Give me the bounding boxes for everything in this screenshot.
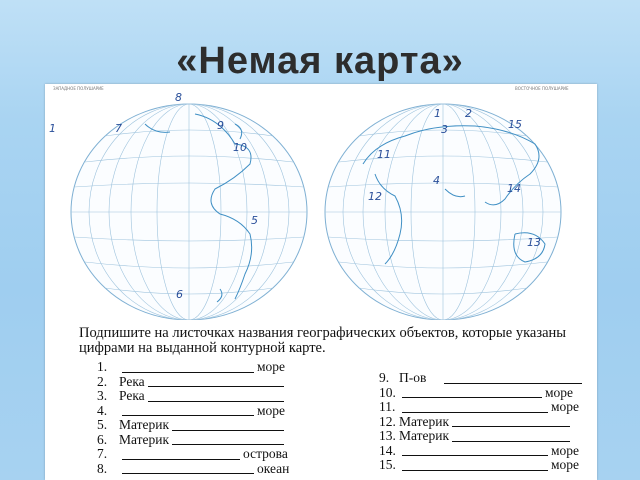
- task-15: [379, 458, 589, 473]
- answer-blank[interactable]: [122, 448, 240, 460]
- task-lead: Материк: [399, 428, 450, 443]
- task-number: 9.: [379, 370, 390, 385]
- task-lead: Река: [119, 373, 145, 389]
- task-3: [97, 389, 327, 404]
- answer-blank[interactable]: [402, 386, 542, 398]
- task-number: 5.: [97, 417, 108, 432]
- task-number: 14.: [379, 442, 396, 458]
- answer-blank[interactable]: [402, 401, 548, 413]
- marker-9: 9: [217, 119, 224, 132]
- marker-5: 5: [251, 214, 258, 227]
- task-1: [97, 360, 327, 375]
- task-tail: океан: [257, 460, 290, 476]
- map-header-left: ЗАПАДНОЕ ПОЛУШАРИЕ: [53, 86, 104, 91]
- task-number: 8.: [97, 460, 108, 476]
- marker-15: 15: [508, 118, 522, 131]
- marker-8: 8: [175, 91, 182, 104]
- marker-1a: 1: [49, 122, 56, 135]
- task-9: [379, 371, 589, 386]
- contour-map: [45, 84, 597, 320]
- answer-blank[interactable]: [122, 404, 254, 416]
- marker-3: 3: [441, 123, 448, 136]
- task-tail: море: [551, 457, 580, 472]
- task-number: 4.: [97, 402, 108, 418]
- marker-13: 13: [527, 236, 541, 249]
- answer-blank[interactable]: [172, 419, 284, 431]
- task-tail: море: [551, 399, 580, 414]
- western-hemisphere: [71, 104, 307, 320]
- task-12: [379, 415, 589, 430]
- marker-7: 7: [115, 122, 122, 135]
- eastern-hemisphere: [325, 104, 561, 320]
- task-number: 6.: [97, 431, 108, 447]
- task-number: 12.: [379, 413, 396, 429]
- task-2: [97, 375, 327, 390]
- task-5: [97, 418, 327, 433]
- marker-4: 4: [433, 174, 440, 187]
- task-13: [379, 429, 589, 444]
- task-tail: острова: [243, 446, 288, 461]
- slide-title: «Немая карта»: [176, 40, 464, 82]
- task-lead: Материк: [399, 413, 450, 429]
- task-number: 1.: [97, 359, 108, 374]
- marker-14: 14: [507, 182, 521, 195]
- task-14: [379, 444, 589, 459]
- answer-blank[interactable]: [452, 430, 570, 442]
- answer-blank[interactable]: [452, 415, 570, 427]
- answer-blank[interactable]: [172, 433, 284, 445]
- task-lead: П-ов: [399, 370, 427, 385]
- answer-blank[interactable]: [402, 444, 548, 456]
- task-number: 15.: [379, 457, 396, 472]
- task-7: [97, 447, 327, 462]
- task-tail: море: [551, 442, 580, 458]
- task-8: [97, 462, 327, 477]
- marker-1b: 1: [434, 107, 441, 120]
- answer-blank[interactable]: [148, 390, 284, 402]
- task-number: 13.: [379, 428, 396, 443]
- answer-blank[interactable]: [444, 372, 582, 384]
- instructions-text: Подпишите на листочках названия географических объектов, которые указаны цифрами на выданной контурной карте.: [79, 325, 567, 356]
- answer-blank[interactable]: [402, 459, 548, 471]
- task-4: [97, 404, 327, 419]
- task-11: [379, 400, 589, 415]
- task-number: 11.: [379, 399, 396, 414]
- answer-blank[interactable]: [122, 462, 254, 474]
- answer-blank[interactable]: [148, 375, 284, 387]
- task-number: 10.: [379, 384, 396, 400]
- task-lead: Материк: [119, 431, 170, 447]
- task-list-right: [379, 371, 589, 473]
- task-lead: Материк: [119, 417, 170, 432]
- task-number: 3.: [97, 388, 108, 403]
- task-number: 7.: [97, 446, 108, 461]
- task-tail: море: [257, 359, 286, 374]
- task-tail: море: [545, 384, 574, 400]
- task-6: [97, 433, 327, 448]
- marker-12: 12: [368, 190, 382, 203]
- task-list-left: [97, 360, 327, 476]
- worksheet: [45, 84, 597, 480]
- task-number: 2.: [97, 373, 108, 389]
- task-10: [379, 386, 589, 401]
- answer-blank[interactable]: [122, 361, 254, 373]
- task-lead: Река: [119, 388, 145, 403]
- map-header-right: ВОСТОЧНОЕ ПОЛУШАРИЕ: [515, 86, 569, 91]
- task-tail: море: [257, 402, 286, 418]
- marker-11: 11: [377, 148, 391, 161]
- marker-10: 10: [233, 141, 247, 154]
- marker-2: 2: [465, 107, 472, 120]
- marker-6: 6: [176, 288, 183, 301]
